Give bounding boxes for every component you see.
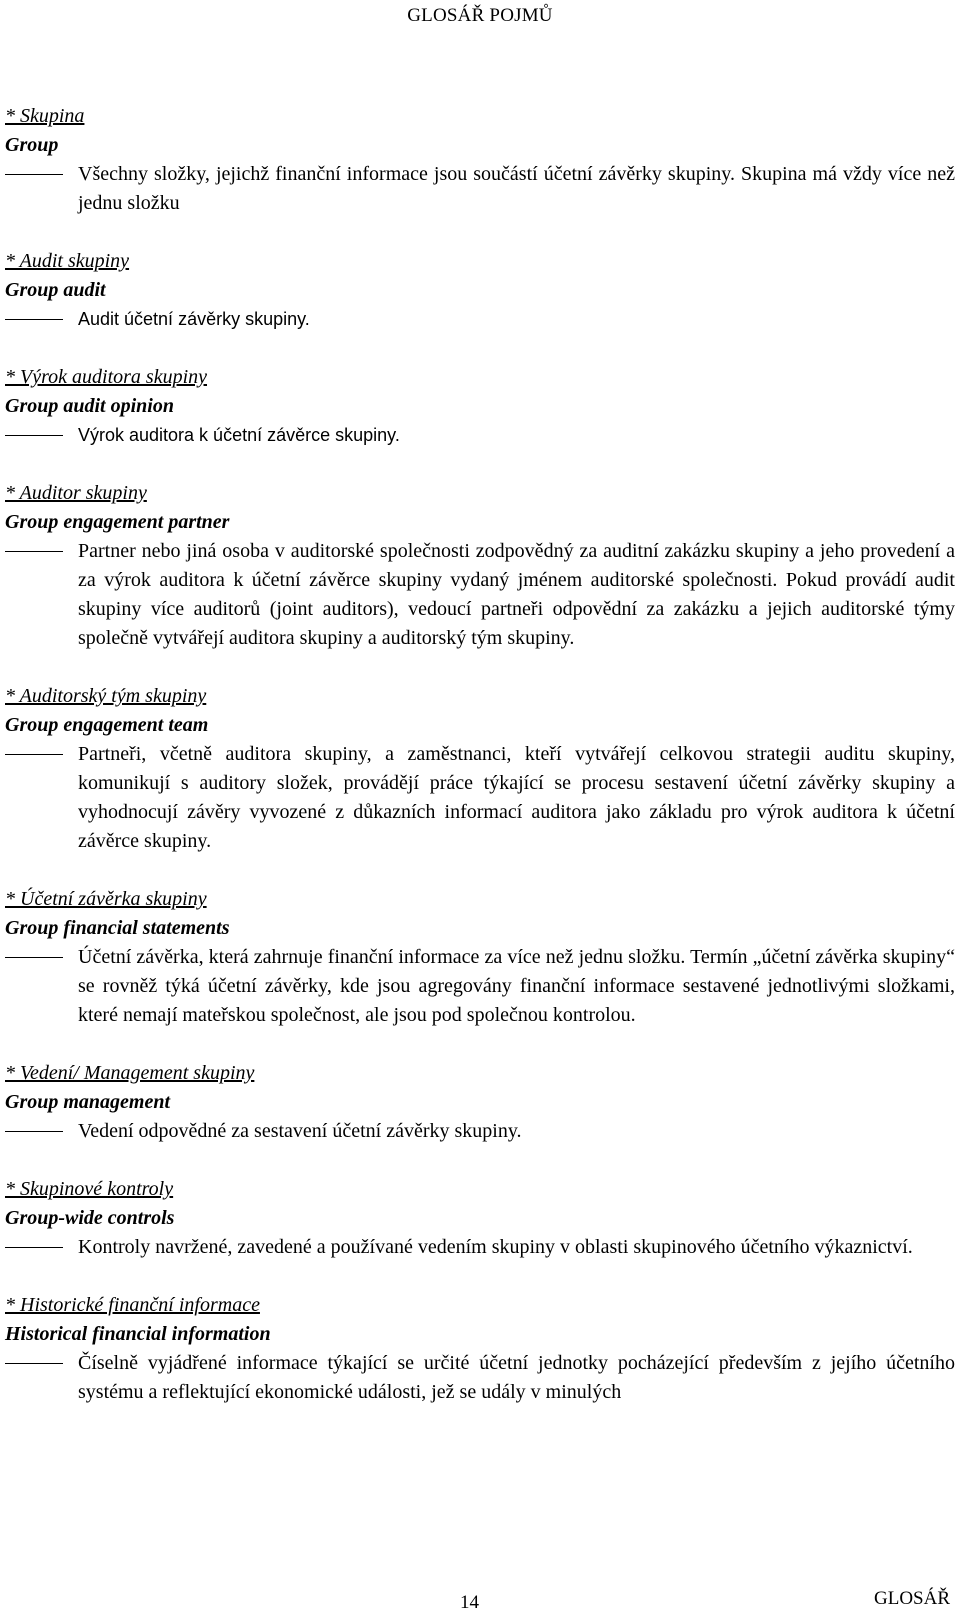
footer-label: GLOSÁŘ: [874, 1588, 951, 1609]
term-en: Group audit opinion: [5, 395, 174, 417]
definition: [5, 421, 955, 450]
dash-divider: [5, 174, 63, 175]
definition-text: Audit účetní závěrky skupiny.: [78, 309, 310, 329]
page-number: 14: [460, 1592, 479, 1613]
dash-divider: [5, 551, 63, 552]
glossary-entry-vedeni-skupiny: [5, 1059, 955, 1146]
term-cz: * Auditorský tým skupiny: [5, 685, 207, 707]
definition-text: Vedení odpovědné za sestavení účetní závěrky skupiny.: [78, 1120, 522, 1142]
glossary-entry-auditor-skupiny: [5, 479, 955, 653]
definition-text: Číselně vyjádřené informace týkající se určité účetní jednotky pocházející především z jejího účetního systému a reflektující ekonomické události, jež se udály v minulých: [78, 1352, 955, 1403]
term-en: Group-wide controls: [5, 1207, 175, 1229]
glossary-entry-ucetni-zaverka-skupiny: [5, 885, 955, 1030]
glossary-entry-auditorsky-tym-skupiny: [5, 682, 955, 856]
term-cz: * Audit skupiny: [5, 250, 130, 272]
dash-divider: [5, 1363, 63, 1364]
glossary-entry-skupinove-kontroly: [5, 1175, 955, 1262]
term-en: Group financial statements: [5, 917, 230, 939]
definition: [5, 1349, 955, 1407]
term-cz: * Vedení/ Management skupiny: [5, 1062, 255, 1084]
glossary-entry-vyrok-auditora-skupiny: [5, 363, 955, 450]
term-en: Group engagement team: [5, 714, 209, 736]
term-en: Group management: [5, 1091, 171, 1113]
term-cz: * Historické finanční informace: [5, 1294, 260, 1316]
definition-text: Účetní závěrka, která zahrnuje finanční informace za více než jednu složku. Termín „účetní závěrka skupiny“ se rovněž týká účetní závěrky, kde jsou agregovány finanční informace sestavené jednotlivými složkami, které nemají mateřskou společnost, ale jsou pod společnou kontrolou.: [78, 946, 955, 1026]
page-header: GLOSÁŘ POJMŮ: [407, 5, 553, 26]
definition-text: Všechny složky, jejichž finanční informace jsou součástí účetní závěrky skupiny. Skupina má vždy více než jednu složku: [78, 163, 955, 214]
definition: [5, 1117, 955, 1146]
dash-divider: [5, 435, 63, 436]
definition-text: Partner nebo jiná osoba v auditorské společnosti zodpovědný za auditní zakázku skupiny a jeho provedení a za výrok auditora k účetní závěrce skupiny vydaný jménem auditorské společnosti. Pokud provádí audit skupiny více auditorů (joint auditors), vedoucí partneři odpovědní za zakázku a jejich auditorské týmy společně vytvářejí auditora skupiny a auditorský tým skupiny.: [78, 540, 955, 649]
glossary-list: [5, 102, 955, 1436]
definition: [5, 160, 955, 218]
term-en: Group audit: [5, 279, 106, 301]
definition: [5, 740, 955, 856]
definition: [5, 537, 955, 653]
dash-divider: [5, 754, 63, 755]
term-en: Group: [5, 134, 59, 156]
glossary-entry-historicke-financni-informace: [5, 1291, 955, 1407]
definition-text: Kontroly navržené, zavedené a používané vedením skupiny v oblasti skupinového účetního výkaznictví.: [78, 1236, 913, 1258]
term-en: Historical financial information: [5, 1323, 271, 1345]
term-cz: * Skupina: [5, 105, 85, 127]
definition: [5, 305, 955, 334]
term-cz: * Účetní závěrka skupiny: [5, 888, 207, 910]
term-cz: * Auditor skupiny: [5, 482, 147, 504]
glossary-entry-audit-skupiny: [5, 247, 955, 334]
definition: [5, 943, 955, 1030]
definition: [5, 1233, 955, 1262]
term-en: Group engagement partner: [5, 511, 230, 533]
glossary-entry-skupina: [5, 102, 955, 218]
definition-text: Výrok auditora k účetní závěrce skupiny.: [78, 425, 400, 445]
term-cz: * Výrok auditora skupiny: [5, 366, 208, 388]
dash-divider: [5, 957, 63, 958]
definition-text: Partneři, včetně auditora skupiny, a zaměstnanci, kteří vytvářejí celkovou strategii auditu skupiny, komunikují s auditory složek, provádějí práce týkající se procesu sestavení účetní závěrky skupiny a vyhodnocují závěry vyvozené z důkazních informací auditora jako základu pro výrok auditora k účetní závěrce skupiny.: [78, 743, 955, 852]
dash-divider: [5, 1131, 63, 1132]
term-cz: * Skupinové kontroly: [5, 1178, 174, 1200]
dash-divider: [5, 1247, 63, 1248]
dash-divider: [5, 319, 63, 320]
